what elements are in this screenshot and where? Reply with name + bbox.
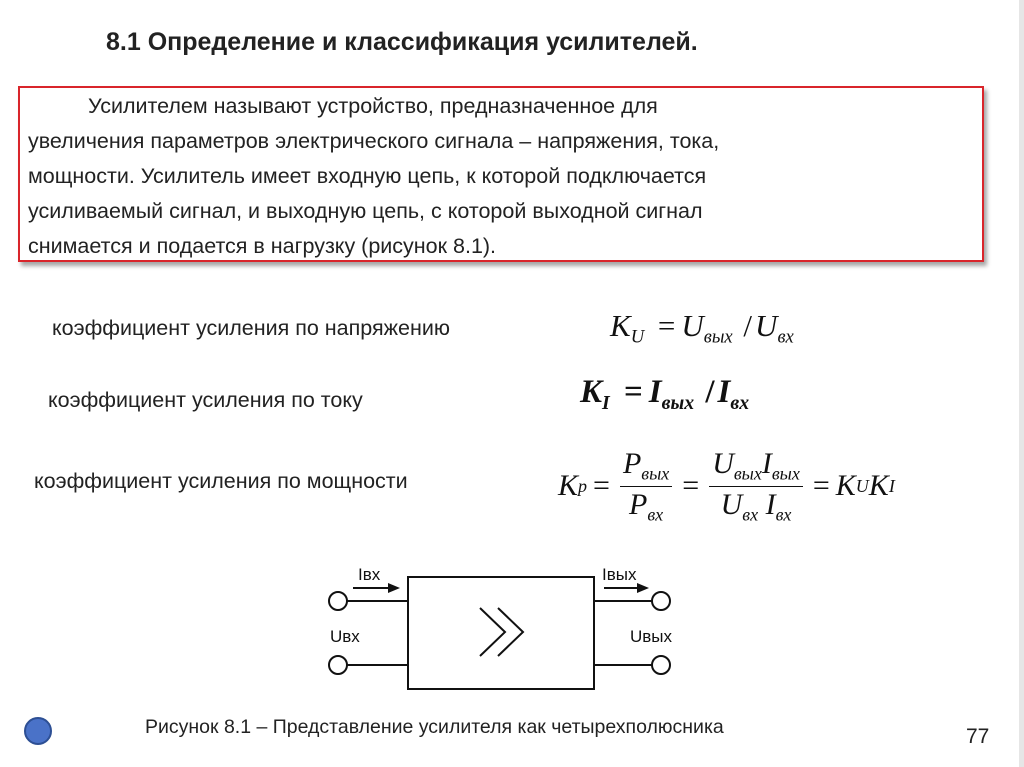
output-current-label: Iвых <box>602 565 637 584</box>
definition-line-4: усиливаемый сигнал, и выходную цепь, с которой выходной сигнал <box>28 199 703 223</box>
definition-line-3: мощности. Усилитель имеет входную цепь, к которой подключается <box>28 164 707 188</box>
output-terminal-top <box>652 592 670 610</box>
definition-line-1: Усилителем называют устройство, предназначенное для <box>88 94 658 118</box>
figure-caption: Рисунок 8.1 – Представление усилителя как четырехполюсника <box>145 716 724 738</box>
definition-line-5: снимается и подается в нагрузку (рисунок 8.1). <box>28 234 497 258</box>
output-voltage-label: Uвых <box>630 627 673 646</box>
definition-line-2: увеличения параметров электрического сигнала – напряжения, тока, <box>28 129 720 153</box>
current-gain-formula: $K_I = I_{вых}$ $/I_{вх}$ <box>580 374 750 414</box>
input-current-label: Iвх <box>358 565 381 584</box>
current-gain-label: коэффициент усиления по току <box>48 388 363 412</box>
power-fraction-1: $\frac{P_{вых}}{P_{вх}}$ <box>620 447 672 525</box>
page-number: 77 <box>966 725 990 748</box>
output-current-arrowhead <box>637 583 649 593</box>
page-title: 8.1 Определение и классификация усилителей. <box>106 28 698 56</box>
amplifier-chevron-1 <box>480 608 505 656</box>
voltage-gain-label: коэффициент усиления по напряжению <box>52 316 450 340</box>
output-terminal-bottom <box>652 656 670 674</box>
power-gain-label: коэффициент усиления по мощности <box>34 469 408 493</box>
power-fraction-2: $\frac{U_{вых}I_{вых}}{U_{вх} I_{вх}}$ <box>709 447 803 525</box>
amplifier-block <box>408 577 594 689</box>
input-terminal-top <box>329 592 347 610</box>
amplifier-chevron-2 <box>498 608 523 656</box>
input-terminal-bottom <box>329 656 347 674</box>
power-gain-formula: K p = $\frac{P_{вых}}{P_{вх}}$ = $\frac{U_{вых}I_{вых}}{U_{вх} I_{вх}}$ = K U K I <box>558 447 895 524</box>
input-voltage-label: Uвх <box>330 627 360 646</box>
slide-nav-button[interactable] <box>24 717 52 745</box>
input-current-arrowhead <box>388 583 400 593</box>
voltage-gain-formula: $K_U = U_{вых}$ $/U_{вх}$ <box>610 308 794 348</box>
